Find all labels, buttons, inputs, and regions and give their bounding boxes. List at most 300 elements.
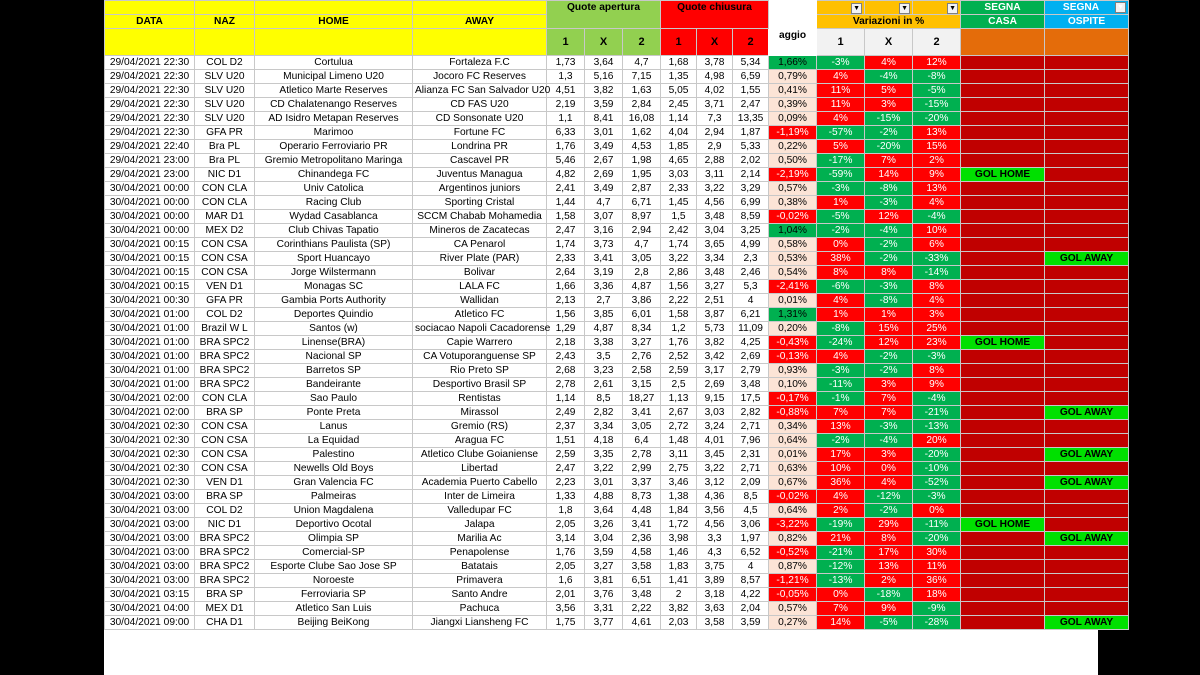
cell-close-2[interactable]: 4,22 bbox=[733, 588, 769, 602]
cell-date[interactable]: 30/04/2021 03:00 bbox=[105, 504, 195, 518]
cell-open-x[interactable]: 4,88 bbox=[585, 490, 623, 504]
cell-open-x[interactable]: 3,77 bbox=[585, 616, 623, 630]
cell-away[interactable]: SCCM Chabab Mohamedia bbox=[413, 210, 547, 224]
cell-naz[interactable]: CON CSA bbox=[195, 462, 255, 476]
table-row[interactable] bbox=[105, 98, 1129, 112]
cell-var-x[interactable]: -20% bbox=[865, 140, 913, 154]
cell-var-1[interactable]: 7% bbox=[817, 406, 865, 420]
cell-var-1[interactable]: 7% bbox=[817, 602, 865, 616]
cell-date[interactable]: 30/04/2021 00:15 bbox=[105, 238, 195, 252]
cell-open-x[interactable]: 3,23 bbox=[585, 364, 623, 378]
cell-away[interactable]: River Plate (PAR) bbox=[413, 252, 547, 266]
cell-away[interactable]: Mineros de Zacatecas bbox=[413, 224, 547, 238]
cell-var-1[interactable]: -57% bbox=[817, 126, 865, 140]
cell-var-2[interactable]: 4% bbox=[913, 196, 961, 210]
cell-close-1[interactable]: 3,22 bbox=[661, 252, 697, 266]
cell-segna-casa[interactable]: GOL HOME bbox=[961, 336, 1045, 350]
cell-close-x[interactable]: 3,18 bbox=[697, 588, 733, 602]
cell-naz[interactable]: Bra PL bbox=[195, 154, 255, 168]
cell-segna-casa[interactable] bbox=[961, 462, 1045, 476]
cell-var-x[interactable]: 13% bbox=[865, 560, 913, 574]
cell-open-1[interactable]: 2,13 bbox=[547, 294, 585, 308]
cell-close-2[interactable]: 6,59 bbox=[733, 70, 769, 84]
cell-open-1[interactable]: 6,33 bbox=[547, 126, 585, 140]
cell-close-1[interactable]: 1,56 bbox=[661, 280, 697, 294]
cell-close-x[interactable]: 3,45 bbox=[697, 448, 733, 462]
cell-date[interactable]: 30/04/2021 02:30 bbox=[105, 476, 195, 490]
cell-open-x[interactable]: 3,26 bbox=[585, 518, 623, 532]
cell-close-x[interactable]: 3,17 bbox=[697, 364, 733, 378]
cell-close-1[interactable]: 3,98 bbox=[661, 532, 697, 546]
cell-open-2[interactable]: 8,97 bbox=[623, 210, 661, 224]
cell-close-1[interactable]: 1,48 bbox=[661, 434, 697, 448]
cell-aggio[interactable]: 0,57% bbox=[769, 602, 817, 616]
cell-segna-ospite[interactable] bbox=[1045, 280, 1129, 294]
cell-aggio[interactable]: -0,13% bbox=[769, 350, 817, 364]
cell-away[interactable]: Libertad bbox=[413, 462, 547, 476]
cell-open-1[interactable]: 5,46 bbox=[547, 154, 585, 168]
cell-var-2[interactable]: 15% bbox=[913, 140, 961, 154]
cell-close-x[interactable]: 4,36 bbox=[697, 490, 733, 504]
cell-var-1[interactable]: 4% bbox=[817, 350, 865, 364]
cell-close-1[interactable]: 3,03 bbox=[661, 168, 697, 182]
cell-aggio[interactable]: -3,22% bbox=[769, 518, 817, 532]
cell-aggio[interactable]: -1,19% bbox=[769, 126, 817, 140]
table-row[interactable] bbox=[105, 322, 1129, 336]
table-row[interactable] bbox=[105, 154, 1129, 168]
cell-segna-ospite[interactable]: GOL AWAY bbox=[1045, 616, 1129, 630]
cell-naz[interactable]: NIC D1 bbox=[195, 518, 255, 532]
cell-segna-casa[interactable] bbox=[961, 126, 1045, 140]
cell-aggio[interactable]: 0,64% bbox=[769, 434, 817, 448]
cell-close-x[interactable]: 3,71 bbox=[697, 98, 733, 112]
table-row[interactable] bbox=[105, 490, 1129, 504]
cell-naz[interactable]: CHA D1 bbox=[195, 616, 255, 630]
cell-close-2[interactable]: 2,47 bbox=[733, 98, 769, 112]
table-row[interactable] bbox=[105, 406, 1129, 420]
cell-close-1[interactable]: 1,14 bbox=[661, 112, 697, 126]
cell-segna-casa[interactable] bbox=[961, 98, 1045, 112]
cell-away[interactable]: Jiangxi Liansheng FC bbox=[413, 616, 547, 630]
cell-var-1[interactable]: 0% bbox=[817, 588, 865, 602]
cell-open-1[interactable]: 1,8 bbox=[547, 504, 585, 518]
cell-segna-ospite[interactable] bbox=[1045, 420, 1129, 434]
header-open-2[interactable]: 2 bbox=[623, 29, 661, 56]
table-row[interactable] bbox=[105, 280, 1129, 294]
cell-segna-casa[interactable] bbox=[961, 238, 1045, 252]
cell-date[interactable]: 30/04/2021 01:00 bbox=[105, 350, 195, 364]
cell-close-x[interactable]: 3,75 bbox=[697, 560, 733, 574]
cell-var-1[interactable]: 11% bbox=[817, 84, 865, 98]
table-row[interactable] bbox=[105, 238, 1129, 252]
cell-var-x[interactable]: 9% bbox=[865, 602, 913, 616]
table-row[interactable] bbox=[105, 560, 1129, 574]
cell-open-2[interactable]: 18,27 bbox=[623, 392, 661, 406]
cell-var-1[interactable]: -24% bbox=[817, 336, 865, 350]
cell-var-x[interactable]: 2% bbox=[865, 574, 913, 588]
cell-segna-casa[interactable] bbox=[961, 588, 1045, 602]
cell-date[interactable]: 29/04/2021 22:30 bbox=[105, 56, 195, 70]
cell-aggio[interactable]: 0,34% bbox=[769, 420, 817, 434]
cell-naz[interactable]: BRA SPC2 bbox=[195, 532, 255, 546]
cell-open-1[interactable]: 2,19 bbox=[547, 98, 585, 112]
cell-open-2[interactable]: 3,58 bbox=[623, 560, 661, 574]
header-ospite[interactable]: OSPITE bbox=[1045, 15, 1129, 29]
cell-date[interactable]: 30/04/2021 01:00 bbox=[105, 308, 195, 322]
cell-date[interactable]: 29/04/2021 22:30 bbox=[105, 112, 195, 126]
cell-home[interactable]: Olimpia SP bbox=[255, 532, 413, 546]
cell-var-1[interactable]: 1% bbox=[817, 308, 865, 322]
cell-close-x[interactable]: 3,58 bbox=[697, 616, 733, 630]
cell-var-x[interactable]: 7% bbox=[865, 406, 913, 420]
cell-date[interactable]: 29/04/2021 22:40 bbox=[105, 140, 195, 154]
cell-var-2[interactable]: 18% bbox=[913, 588, 961, 602]
cell-var-1[interactable]: -19% bbox=[817, 518, 865, 532]
cell-segna-ospite[interactable] bbox=[1045, 182, 1129, 196]
cell-aggio[interactable]: 0,93% bbox=[769, 364, 817, 378]
cell-segna-ospite[interactable] bbox=[1045, 546, 1129, 560]
cell-away[interactable]: Mirassol bbox=[413, 406, 547, 420]
cell-var-2[interactable]: 11% bbox=[913, 560, 961, 574]
cell-var-1[interactable]: -21% bbox=[817, 546, 865, 560]
cell-open-1[interactable]: 1,76 bbox=[547, 546, 585, 560]
cell-aggio[interactable]: 0,39% bbox=[769, 98, 817, 112]
cell-open-2[interactable]: 1,62 bbox=[623, 126, 661, 140]
cell-home[interactable]: Ferroviaria SP bbox=[255, 588, 413, 602]
cell-var-x[interactable]: 4% bbox=[865, 56, 913, 70]
cell-segna-ospite[interactable]: GOL AWAY bbox=[1045, 476, 1129, 490]
cell-home[interactable]: Esporte Clube Sao Jose SP bbox=[255, 560, 413, 574]
cell-open-1[interactable]: 2,49 bbox=[547, 406, 585, 420]
cell-close-2[interactable]: 3,59 bbox=[733, 616, 769, 630]
cell-segna-casa[interactable] bbox=[961, 420, 1045, 434]
filter-dropdown-icon[interactable]: ▼ bbox=[947, 3, 958, 14]
header-segna-ospite[interactable] bbox=[1045, 1, 1129, 15]
cell-home[interactable]: Noroeste bbox=[255, 574, 413, 588]
cell-open-2[interactable]: 3,86 bbox=[623, 294, 661, 308]
cell-segna-casa[interactable]: GOL HOME bbox=[961, 518, 1045, 532]
cell-date[interactable]: 30/04/2021 03:15 bbox=[105, 588, 195, 602]
cell-close-x[interactable]: 3,27 bbox=[697, 280, 733, 294]
table-row[interactable] bbox=[105, 336, 1129, 350]
cell-var-2[interactable]: -21% bbox=[913, 406, 961, 420]
cell-aggio[interactable]: -0,02% bbox=[769, 210, 817, 224]
cell-close-1[interactable]: 1,72 bbox=[661, 518, 697, 532]
table-row[interactable] bbox=[105, 112, 1129, 126]
cell-var-2[interactable]: -3% bbox=[913, 490, 961, 504]
header-var-1[interactable]: 1 bbox=[817, 29, 865, 56]
cell-close-2[interactable]: 8,57 bbox=[733, 574, 769, 588]
cell-close-2[interactable]: 7,96 bbox=[733, 434, 769, 448]
cell-open-1[interactable]: 1,76 bbox=[547, 140, 585, 154]
header-close-x[interactable]: X bbox=[697, 29, 733, 56]
cell-var-2[interactable]: 2% bbox=[913, 154, 961, 168]
cell-open-x[interactable]: 3,01 bbox=[585, 476, 623, 490]
cell-close-1[interactable]: 2,5 bbox=[661, 378, 697, 392]
cell-home[interactable]: Barretos SP bbox=[255, 364, 413, 378]
cell-aggio[interactable]: 0,54% bbox=[769, 266, 817, 280]
cell-open-1[interactable]: 2,05 bbox=[547, 560, 585, 574]
cell-var-2[interactable]: 4% bbox=[913, 294, 961, 308]
cell-close-x[interactable]: 2,9 bbox=[697, 140, 733, 154]
cell-segna-casa[interactable] bbox=[961, 448, 1045, 462]
cell-segna-ospite[interactable] bbox=[1045, 378, 1129, 392]
cell-open-2[interactable]: 6,51 bbox=[623, 574, 661, 588]
cell-segna-casa[interactable] bbox=[961, 154, 1045, 168]
cell-close-x[interactable]: 3,65 bbox=[697, 238, 733, 252]
cell-var-1[interactable]: -13% bbox=[817, 574, 865, 588]
cell-var-x[interactable]: 12% bbox=[865, 336, 913, 350]
cell-open-x[interactable]: 3,64 bbox=[585, 504, 623, 518]
cell-close-2[interactable]: 2,02 bbox=[733, 154, 769, 168]
cell-close-1[interactable]: 2,75 bbox=[661, 462, 697, 476]
cell-naz[interactable]: BRA SPC2 bbox=[195, 350, 255, 364]
cell-away[interactable]: sociacao Napoli Cacadorense bbox=[413, 322, 547, 336]
cell-aggio[interactable]: 0,01% bbox=[769, 448, 817, 462]
cell-home[interactable]: Gambia Ports Authority bbox=[255, 294, 413, 308]
header-close-2[interactable]: 2 bbox=[733, 29, 769, 56]
cell-close-1[interactable]: 4,04 bbox=[661, 126, 697, 140]
cell-close-1[interactable]: 3,11 bbox=[661, 448, 697, 462]
cell-close-1[interactable]: 1,46 bbox=[661, 546, 697, 560]
cell-var-1[interactable]: -12% bbox=[817, 560, 865, 574]
cell-home[interactable]: Newells Old Boys bbox=[255, 462, 413, 476]
cell-segna-casa[interactable] bbox=[961, 616, 1045, 630]
cell-segna-ospite[interactable]: GOL AWAY bbox=[1045, 406, 1129, 420]
cell-close-2[interactable]: 2,46 bbox=[733, 266, 769, 280]
cell-var-2[interactable]: 9% bbox=[913, 168, 961, 182]
cell-segna-casa[interactable] bbox=[961, 392, 1045, 406]
header-open-1[interactable]: 1 bbox=[547, 29, 585, 56]
cell-var-1[interactable]: 0% bbox=[817, 238, 865, 252]
cell-away[interactable]: Primavera bbox=[413, 574, 547, 588]
cell-close-x[interactable]: 2,94 bbox=[697, 126, 733, 140]
cell-segna-ospite[interactable] bbox=[1045, 588, 1129, 602]
cell-open-1[interactable]: 2,47 bbox=[547, 224, 585, 238]
cell-open-2[interactable]: 6,4 bbox=[623, 434, 661, 448]
cell-segna-casa[interactable] bbox=[961, 560, 1045, 574]
cell-away[interactable]: Londrina PR bbox=[413, 140, 547, 154]
cell-var-2[interactable]: 3% bbox=[913, 308, 961, 322]
cell-var-1[interactable]: -11% bbox=[817, 378, 865, 392]
cell-close-2[interactable]: 4,99 bbox=[733, 238, 769, 252]
cell-away[interactable]: Alianza FC San Salvador U20 bbox=[413, 84, 547, 98]
cell-close-2[interactable]: 3,25 bbox=[733, 224, 769, 238]
cell-segna-ospite[interactable] bbox=[1045, 210, 1129, 224]
cell-var-1[interactable]: -59% bbox=[817, 168, 865, 182]
cell-var-1[interactable]: 4% bbox=[817, 294, 865, 308]
cell-open-2[interactable]: 3,48 bbox=[623, 588, 661, 602]
cell-open-x[interactable]: 2,61 bbox=[585, 378, 623, 392]
cell-var-2[interactable]: -20% bbox=[913, 112, 961, 126]
cell-open-1[interactable]: 1,74 bbox=[547, 238, 585, 252]
cell-segna-ospite[interactable] bbox=[1045, 490, 1129, 504]
cell-close-x[interactable]: 3,04 bbox=[697, 224, 733, 238]
header-var-2[interactable]: 2 bbox=[913, 29, 961, 56]
cell-away[interactable]: Argentinos juniors bbox=[413, 182, 547, 196]
cell-var-1[interactable]: 4% bbox=[817, 490, 865, 504]
cell-open-2[interactable]: 2,87 bbox=[623, 182, 661, 196]
cell-date[interactable]: 30/04/2021 02:30 bbox=[105, 420, 195, 434]
cell-open-2[interactable]: 1,63 bbox=[623, 84, 661, 98]
cell-var-2[interactable]: 10% bbox=[913, 224, 961, 238]
cell-date[interactable]: 30/04/2021 01:00 bbox=[105, 364, 195, 378]
cell-open-1[interactable]: 1,44 bbox=[547, 196, 585, 210]
cell-segna-ospite[interactable] bbox=[1045, 308, 1129, 322]
cell-close-x[interactable]: 2,51 bbox=[697, 294, 733, 308]
cell-naz[interactable]: BRA SPC2 bbox=[195, 560, 255, 574]
cell-var-x[interactable]: -3% bbox=[865, 196, 913, 210]
cell-close-x[interactable]: 3,03 bbox=[697, 406, 733, 420]
cell-aggio[interactable]: 1,04% bbox=[769, 224, 817, 238]
cell-open-1[interactable]: 2,23 bbox=[547, 476, 585, 490]
cell-open-x[interactable]: 3,07 bbox=[585, 210, 623, 224]
cell-open-2[interactable]: 2,78 bbox=[623, 448, 661, 462]
cell-close-x[interactable]: 3,12 bbox=[697, 476, 733, 490]
cell-close-1[interactable]: 2,59 bbox=[661, 364, 697, 378]
cell-open-1[interactable]: 4,82 bbox=[547, 168, 585, 182]
cell-segna-casa[interactable] bbox=[961, 490, 1045, 504]
cell-segna-casa[interactable] bbox=[961, 378, 1045, 392]
cell-var-2[interactable]: -10% bbox=[913, 462, 961, 476]
cell-close-x[interactable]: 9,15 bbox=[697, 392, 733, 406]
table-row[interactable] bbox=[105, 462, 1129, 476]
cell-close-1[interactable]: 1,85 bbox=[661, 140, 697, 154]
cell-open-1[interactable]: 1,6 bbox=[547, 574, 585, 588]
cell-segna-casa[interactable] bbox=[961, 364, 1045, 378]
cell-open-2[interactable]: 8,34 bbox=[623, 322, 661, 336]
cell-aggio[interactable]: 0,64% bbox=[769, 504, 817, 518]
cell-open-1[interactable]: 2,59 bbox=[547, 448, 585, 462]
cell-var-2[interactable]: -14% bbox=[913, 266, 961, 280]
cell-open-x[interactable]: 3,5 bbox=[585, 350, 623, 364]
cell-home[interactable]: Club Chivas Tapatio bbox=[255, 224, 413, 238]
cell-open-x[interactable]: 2,7 bbox=[585, 294, 623, 308]
cell-segna-ospite[interactable] bbox=[1045, 112, 1129, 126]
filter-dropdown-icon[interactable]: ▼ bbox=[899, 3, 910, 14]
cell-away[interactable]: Wallidan bbox=[413, 294, 547, 308]
cell-date[interactable]: 30/04/2021 02:30 bbox=[105, 448, 195, 462]
cell-home[interactable]: Operario Ferroviario PR bbox=[255, 140, 413, 154]
cell-var-1[interactable]: 17% bbox=[817, 448, 865, 462]
cell-open-x[interactable]: 3,59 bbox=[585, 98, 623, 112]
cell-segna-ospite[interactable] bbox=[1045, 70, 1129, 84]
header-var-x[interactable]: X bbox=[865, 29, 913, 56]
cell-open-x[interactable]: 3,81 bbox=[585, 574, 623, 588]
cell-home[interactable]: Corinthians Paulista (SP) bbox=[255, 238, 413, 252]
cell-segna-ospite[interactable]: GOL AWAY bbox=[1045, 448, 1129, 462]
table-row[interactable] bbox=[105, 518, 1129, 532]
cell-close-x[interactable]: 7,3 bbox=[697, 112, 733, 126]
cell-open-x[interactable]: 2,67 bbox=[585, 154, 623, 168]
cell-open-2[interactable]: 1,98 bbox=[623, 154, 661, 168]
cell-segna-ospite[interactable] bbox=[1045, 434, 1129, 448]
cell-home[interactable]: Monagas SC bbox=[255, 280, 413, 294]
cell-aggio[interactable]: 0,20% bbox=[769, 322, 817, 336]
cell-aggio[interactable]: 0,41% bbox=[769, 84, 817, 98]
cell-close-2[interactable]: 8,59 bbox=[733, 210, 769, 224]
cell-segna-casa[interactable] bbox=[961, 280, 1045, 294]
cell-close-2[interactable]: 1,87 bbox=[733, 126, 769, 140]
cell-var-1[interactable]: -3% bbox=[817, 182, 865, 196]
cell-home[interactable]: Palmeiras bbox=[255, 490, 413, 504]
cell-segna-ospite[interactable] bbox=[1045, 98, 1129, 112]
cell-aggio[interactable]: 0,87% bbox=[769, 560, 817, 574]
cell-open-1[interactable]: 1,33 bbox=[547, 490, 585, 504]
header-casa[interactable]: CASA bbox=[961, 15, 1045, 29]
table-row[interactable] bbox=[105, 294, 1129, 308]
cell-open-x[interactable]: 5,16 bbox=[585, 70, 623, 84]
filter-dropdown-icon[interactable]: ▼ bbox=[851, 3, 862, 14]
cell-var-2[interactable]: 13% bbox=[913, 182, 961, 196]
cell-close-1[interactable]: 1,41 bbox=[661, 574, 697, 588]
cell-open-x[interactable]: 3,31 bbox=[585, 602, 623, 616]
cell-home[interactable]: Univ Catolica bbox=[255, 182, 413, 196]
cell-open-1[interactable]: 2,05 bbox=[547, 518, 585, 532]
cell-open-2[interactable]: 4,48 bbox=[623, 504, 661, 518]
cell-var-1[interactable]: 13% bbox=[817, 420, 865, 434]
cell-close-2[interactable]: 5,33 bbox=[733, 140, 769, 154]
cell-var-x[interactable]: -2% bbox=[865, 238, 913, 252]
cell-open-x[interactable]: 3,41 bbox=[585, 252, 623, 266]
cell-open-x[interactable]: 2,69 bbox=[585, 168, 623, 182]
cell-var-x[interactable]: -8% bbox=[865, 294, 913, 308]
cell-close-1[interactable]: 1,76 bbox=[661, 336, 697, 350]
cell-close-1[interactable]: 3,46 bbox=[661, 476, 697, 490]
cell-open-x[interactable]: 8,41 bbox=[585, 112, 623, 126]
cell-close-2[interactable]: 2,09 bbox=[733, 476, 769, 490]
cell-open-1[interactable]: 1,56 bbox=[547, 308, 585, 322]
cell-var-x[interactable]: -3% bbox=[865, 280, 913, 294]
cell-close-1[interactable]: 1,74 bbox=[661, 238, 697, 252]
cell-var-1[interactable]: -3% bbox=[817, 56, 865, 70]
cell-aggio[interactable]: -0,02% bbox=[769, 490, 817, 504]
cell-home[interactable]: Deportes Quindio bbox=[255, 308, 413, 322]
cell-segna-ospite[interactable] bbox=[1045, 364, 1129, 378]
cell-open-1[interactable]: 1,3 bbox=[547, 70, 585, 84]
cell-close-2[interactable]: 2,71 bbox=[733, 420, 769, 434]
cell-var-1[interactable]: 36% bbox=[817, 476, 865, 490]
cell-open-2[interactable]: 7,15 bbox=[623, 70, 661, 84]
cell-close-x[interactable]: 3,3 bbox=[697, 532, 733, 546]
cell-close-x[interactable]: 3,22 bbox=[697, 462, 733, 476]
cell-close-1[interactable]: 1,58 bbox=[661, 308, 697, 322]
cell-home[interactable]: Ponte Preta bbox=[255, 406, 413, 420]
cell-close-2[interactable]: 1,97 bbox=[733, 532, 769, 546]
cell-close-x[interactable]: 4,01 bbox=[697, 434, 733, 448]
cell-home[interactable]: CD Chalatenango Reserves bbox=[255, 98, 413, 112]
cell-var-1[interactable]: 10% bbox=[817, 462, 865, 476]
cell-close-1[interactable]: 1,5 bbox=[661, 210, 697, 224]
cell-date[interactable]: 30/04/2021 02:30 bbox=[105, 462, 195, 476]
cell-open-1[interactable]: 2,64 bbox=[547, 266, 585, 280]
cell-aggio[interactable]: -0,05% bbox=[769, 588, 817, 602]
cell-open-2[interactable]: 4,53 bbox=[623, 140, 661, 154]
cell-open-x[interactable]: 3,22 bbox=[585, 462, 623, 476]
cell-close-1[interactable]: 1,45 bbox=[661, 196, 697, 210]
cell-aggio[interactable]: -0,88% bbox=[769, 406, 817, 420]
header-date[interactable]: DATA bbox=[105, 15, 195, 29]
cell-segna-casa[interactable] bbox=[961, 266, 1045, 280]
cell-segna-ospite[interactable] bbox=[1045, 266, 1129, 280]
cell-close-1[interactable]: 2,52 bbox=[661, 350, 697, 364]
cell-open-1[interactable]: 1,29 bbox=[547, 322, 585, 336]
cell-close-2[interactable]: 4 bbox=[733, 294, 769, 308]
table-row[interactable] bbox=[105, 182, 1129, 196]
cell-segna-ospite[interactable] bbox=[1045, 336, 1129, 350]
cell-naz[interactable]: CON CSA bbox=[195, 420, 255, 434]
cell-var-x[interactable]: -2% bbox=[865, 364, 913, 378]
